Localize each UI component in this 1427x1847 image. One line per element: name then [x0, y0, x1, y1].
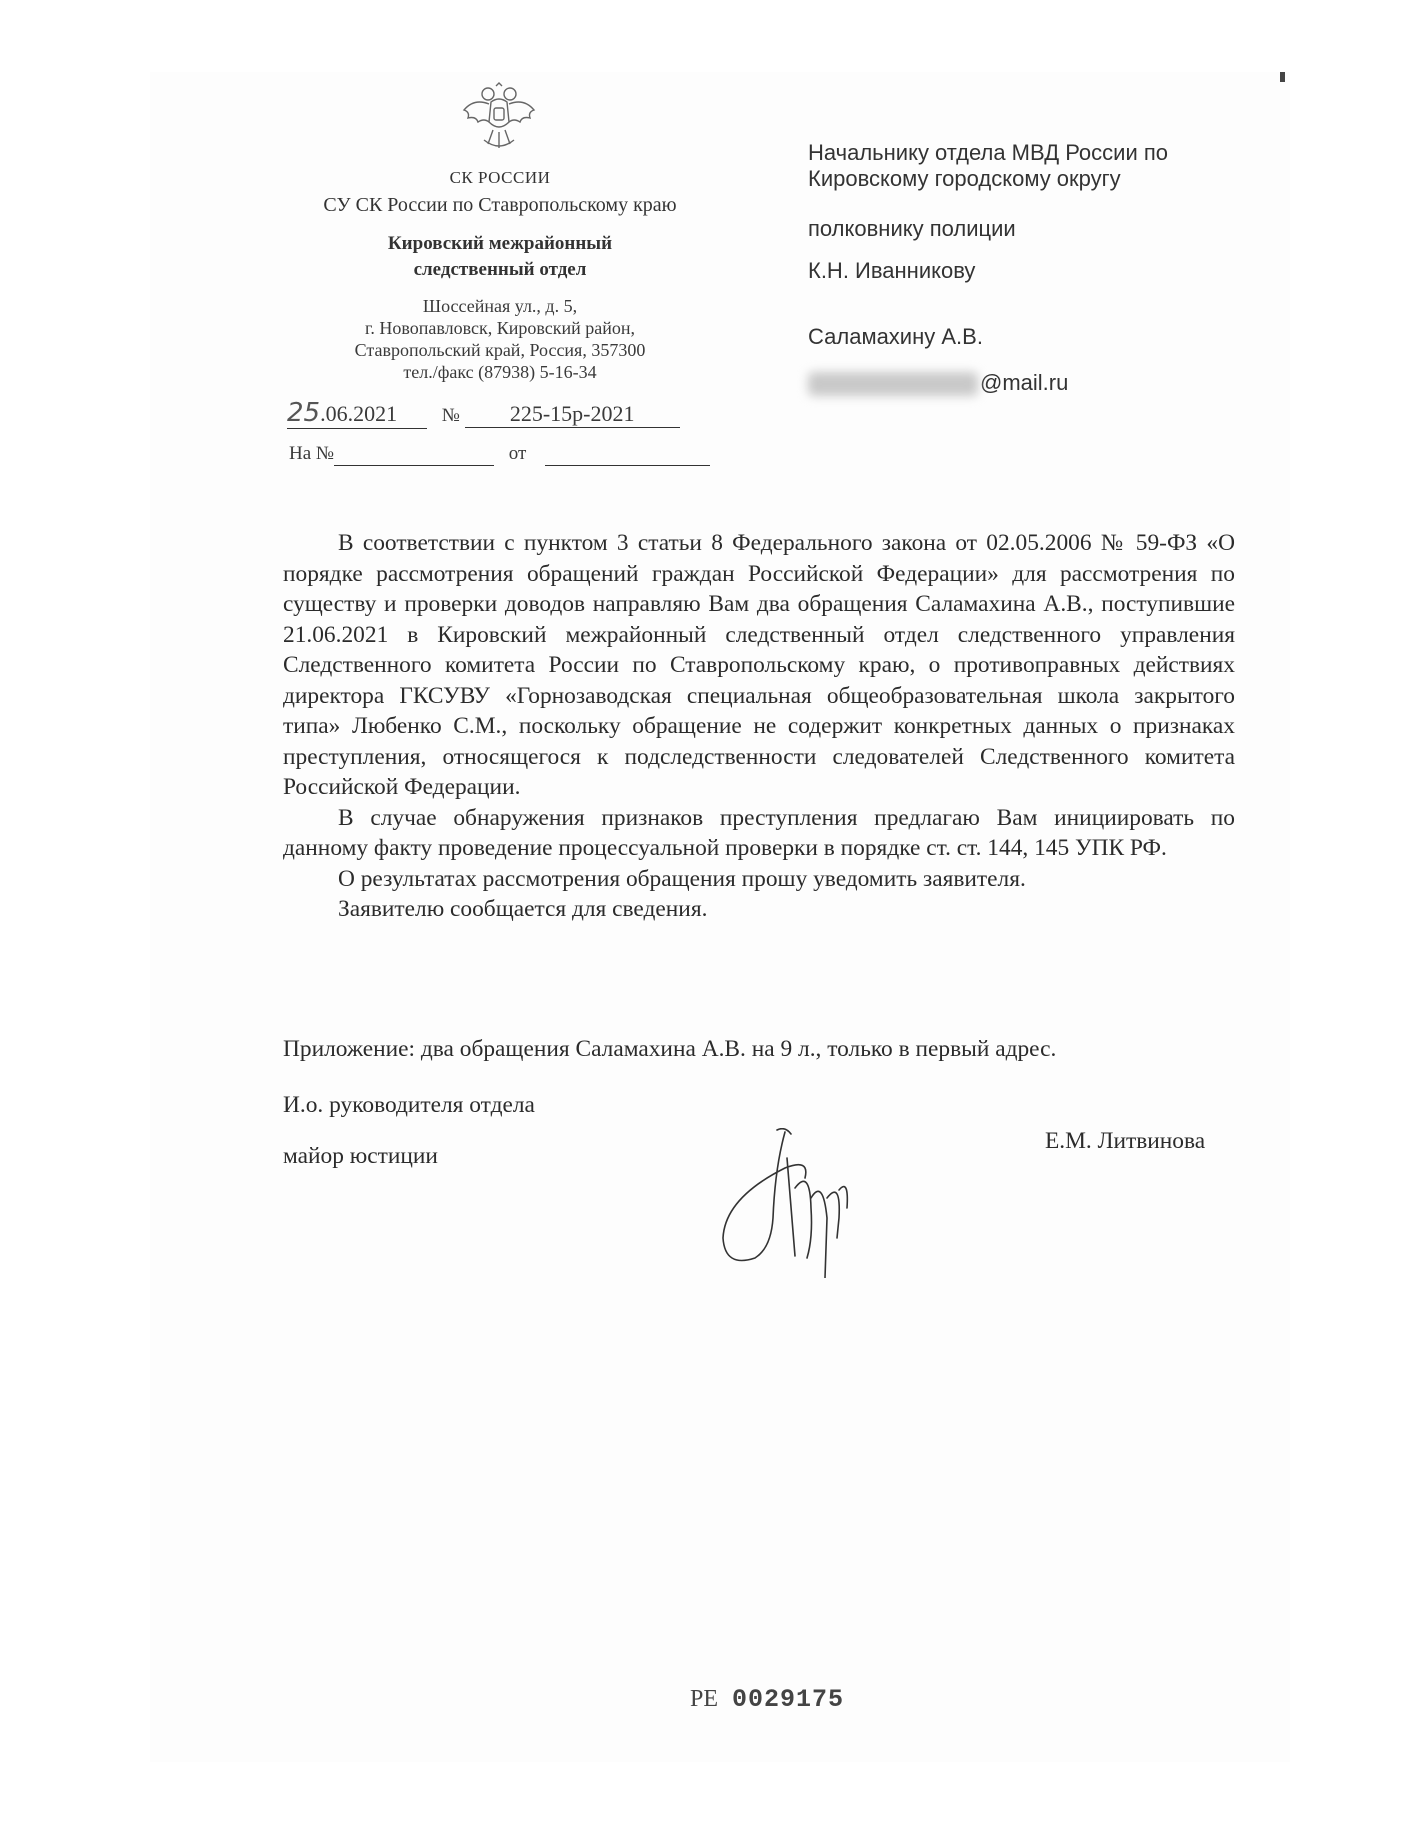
body-paragraph-1: В соответствии с пунктом 3 статьи 8 Федерального закона от 02.05.2006 № 59-ФЗ «О порядке рассмотрения обращений граждан Российской Федерации» для рассмотрения по существу и проверки доводов направляю Вам два обращения Саламахина А.В., поступившие 21.06.2021 в Кировский межрайонный следственный отдел следственного управления Следственного комитета России по Ставропольскому краю, о противоправных действиях директора ГКСУВУ «Горнозаводская специальная общеобразовательная школа закрытого типа» Любенко С.М., поскольку обращение не содержит конкретных данных о признаках преступления, относящегося к подследственности следователей Следственного комитета Российской Федерации.	[283, 530, 1235, 800]
ref-date-blank	[545, 443, 710, 466]
redacted-email-user	[808, 372, 978, 396]
scan-edge-mark	[1280, 72, 1285, 82]
addressee-rank: полковнику полиции	[808, 216, 1016, 241]
body-paragraph-2: В случае обнаружения признаков преступления предлагаю Вам инициировать по данному факту проведение процессуальной проверки в порядке ст. ст. 144, 145 УПК РФ.	[283, 804, 1235, 861]
ref-from-label: от	[508, 443, 527, 464]
outgoing-number-value: 225-15р-2021	[509, 401, 635, 426]
address-line-4: тел./факс (87938) 5-16-34	[403, 362, 597, 382]
reference-row	[289, 443, 710, 466]
coat-of-arms-emblem	[458, 82, 540, 152]
body-paragraph-3: О результатах рассмотрения обращения прошу уведомить заявителя.	[338, 865, 1026, 892]
org-name: СК РОССИИ	[449, 168, 551, 187]
outgoing-date	[287, 398, 427, 429]
addressee-name: К.Н. Иванникову	[808, 258, 976, 283]
email-domain: @mail.ru	[980, 370, 1069, 395]
sender-address	[290, 295, 710, 383]
ref-label: На №	[289, 443, 335, 464]
signer-position: И.о. руководителя отдела	[283, 1092, 535, 1118]
outgoing-number	[465, 401, 680, 428]
ref-number-blank	[334, 443, 494, 466]
su-name: СУ СК России по Ставропольскому краю	[323, 194, 677, 216]
address-line-3: Ставропольский край, Россия, 357300	[354, 340, 646, 360]
sender-header	[290, 168, 710, 383]
form-serial-number: 0029175	[732, 1685, 845, 1714]
outgoing-date-number	[287, 398, 680, 429]
number-label: №	[441, 405, 460, 426]
handwritten-signature	[715, 1128, 875, 1278]
letter-body	[283, 528, 1235, 925]
signer-name: Е.М. Литвинова	[1045, 1128, 1206, 1154]
attachment-line: Приложение: два обращения Саламахина А.В. на 9 л., только в первый адрес.	[283, 1036, 1057, 1062]
form-series: РЕ	[690, 1686, 719, 1712]
department-line-2: следственный отдел	[413, 259, 587, 280]
addressee-line-2: Кировскому городскому округу	[808, 166, 1121, 191]
address-line-2: г. Новопавловск, Кировский район,	[364, 318, 635, 338]
body-paragraph-4: Заявителю сообщается для сведения.	[338, 896, 708, 922]
addressee-email	[808, 370, 1248, 396]
address-line-1: Шоссейная ул., д. 5,	[422, 296, 578, 316]
addressee-block	[808, 140, 1248, 396]
department-name	[290, 231, 710, 283]
form-number	[690, 1685, 844, 1714]
date-rest: .06.2021	[320, 401, 398, 426]
department-line-1: Кировский межрайонный	[387, 233, 613, 254]
second-addressee-name: Саламахину А.В.	[808, 324, 983, 349]
addressee-line-1: Начальнику отдела МВД России по	[808, 140, 1168, 165]
handwritten-day: 25	[287, 398, 321, 428]
signer-rank: майор юстиции	[283, 1143, 438, 1169]
